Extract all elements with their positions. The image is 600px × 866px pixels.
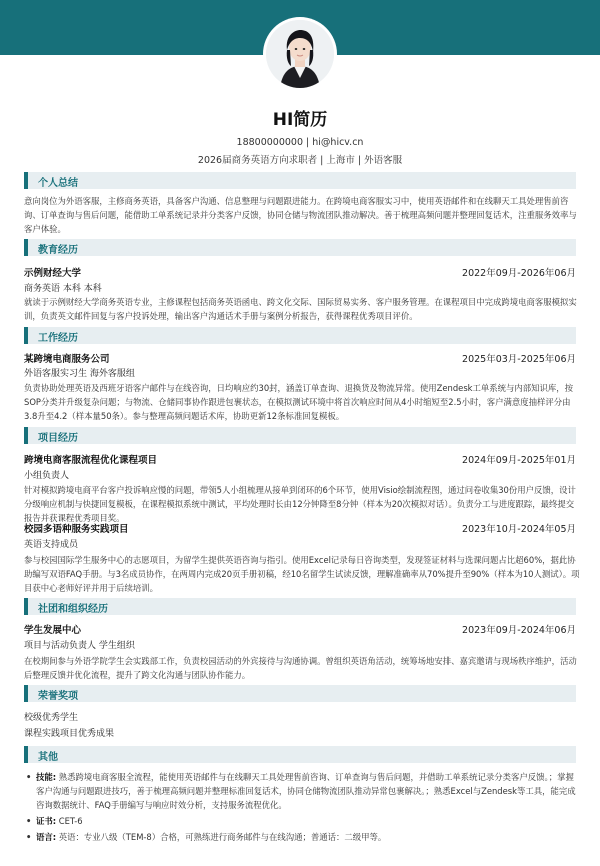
avatar-frame	[263, 17, 337, 91]
section-title: 教育经历	[38, 245, 78, 256]
bullet-icon: •	[26, 772, 32, 782]
campus-role: 项目与活动负责人 学生组织	[24, 641, 135, 651]
bullet-icon: •	[26, 832, 32, 842]
summary-text: 意向岗位为外语客服，主修商务英语，具备客户沟通、信息整理与问题跟进能力。在跨境电商客服实习中，使用英语邮件和在线聊天工具处理售前咨询、订单查询与售后问题，能借助工单系统记录并分类客户反馈，协同仓储与物流团队推动解决。善于梳理高频问题并整理回复话术，注重服务效率与客户体验。	[24, 196, 577, 234]
project-role: 小组负责人	[24, 471, 70, 481]
section-header-other	[24, 746, 576, 763]
section-header-work	[24, 327, 576, 344]
education-school: 示例财经大学	[24, 268, 82, 279]
work-company: 某跨境电商服务公司	[24, 354, 110, 365]
education-major: 商务英语 本科 本科	[24, 284, 102, 294]
avatar-portrait-icon	[266, 20, 334, 88]
job-target: 2026届商务英语方向求职者 | 上海市 | 外语客服	[197, 155, 403, 166]
section-title: 工作经历	[38, 333, 78, 344]
project-text: 针对模拟跨境电商平台客户投诉响应慢的问题，带领5人小组梳理从接单到闭环的6个环节，使用Visio绘制流程图，通过问卷收集30份用户反馈，设计分级响应机制与快捷回复模板，在课程模拟系统中测试，平均处理时长由12分钟降至8分钟（样本为20次模拟对话）。负责分工与进度跟踪，最终提交报告并获课程优秀项目奖。	[24, 485, 576, 523]
section-title: 社团和组织经历	[38, 604, 108, 615]
award-item: 课程实践项目优秀成果	[24, 729, 115, 739]
campus-text: 在校期间参与外语学院学生会实践部工作，负责校园活动的外宾接待与沟通协调。曾组织英语角活动，统筹场地安排、嘉宾邀请与现场秩序维护，活动后整理反馈并优化流程，提升了跨文化沟通与团队协作能力。	[24, 656, 577, 680]
project-name: 跨境电商客服流程优化课程项目	[24, 455, 158, 466]
skills-item	[24, 770, 580, 812]
section-title: 个人总结	[38, 178, 78, 189]
campus-org: 学生发展中心	[24, 625, 82, 636]
project-role: 英语支持成员	[24, 540, 79, 550]
section-header-campus	[24, 598, 576, 615]
education-date: 2022年09月-2026年06月	[462, 268, 576, 279]
cert-label: 证书:	[36, 816, 57, 826]
language-text: 英语：专业八级（TEM-8）合格，可熟练进行商务邮件与在线沟通；普通话：二级甲等。	[58, 832, 387, 842]
project-date: 2024年09月-2025年01月	[462, 455, 576, 466]
skills-label: 技能:	[36, 772, 57, 782]
work-date: 2025年03月-2025年06月	[462, 354, 576, 365]
cert-text: CET-6	[58, 816, 83, 826]
contact-info: 18800000000 | hi@hicv.cn	[236, 137, 364, 148]
section-title: 其他	[38, 752, 58, 763]
award-item: 校级优秀学生	[24, 713, 79, 723]
candidate-name: HI简历	[272, 110, 328, 130]
project-name: 校园多语种服务实践项目	[24, 524, 129, 535]
education-text: 就读于示例财经大学商务英语专业，主修课程包括商务英语函电、跨文化交际、国际贸易实务、客户服务管理。在课程项目中完成跨境电商客服模拟实训，负责英文邮件回复与客户投诉处理，输出客户沟通话术手册与案例分析报告，获得课程优秀项目评价。	[24, 297, 577, 321]
work-text: 负责协助处理英语及西班牙语客户邮件与在线咨询，日均响应约30封，涵盖订单查询、退换货及物流异常。使用Zendesk工单系统与内部知识库，按SOP分类并升级复杂问题；与物流、仓储同事协作跟进包裹状态，在模拟测试环境中将首次响应时间从4小时缩短至2.5小时，客户满意度抽样评分由3.8升至4.2（样本量50条）。参与整理高频问题话术库，协助更新12条标准回复模板。	[24, 383, 574, 421]
cert-item	[24, 814, 580, 828]
language-item	[24, 830, 580, 844]
section-title: 项目经历	[38, 433, 78, 444]
language-label: 语言:	[36, 832, 57, 842]
bullet-icon: •	[26, 816, 32, 826]
work-role: 外语客服实习生 海外客服组	[24, 369, 135, 379]
section-header-education	[24, 239, 576, 256]
section-header-projects	[24, 427, 576, 444]
section-header-summary	[24, 172, 576, 189]
project-date: 2023年10月-2024年05月	[462, 524, 576, 535]
campus-date: 2023年09月-2024年06月	[462, 625, 576, 636]
section-title: 荣誉奖项	[38, 691, 78, 702]
skills-text: 熟悉跨境电商客服全流程，能使用英语邮件与在线聊天工具处理售前咨询、订单查询与售后问题，并借助工单系统记录分类客户反馈。；掌握客户沟通与问题跟进技巧，善于梳理高频问题并整理标准回复话术，协同仓储物流团队推动异常包裹解决。；熟悉Excel与Zendesk等工具，能完成咨询数据统计、FAQ手册编写与响应时效分析，支持服务流程优化。	[36, 772, 576, 810]
section-header-awards	[24, 685, 576, 702]
avatar	[266, 20, 334, 88]
project-text: 参与校园国际学生服务中心的志愿项目，为留学生提供英语咨询与指引。使用Excel记录每日咨询类型，发现签证材料与选课问题占比超60%，据此协助编写双语FAQ手册。与3名成员协作，在两周内完成20页手册初稿，经10名留学生试读反馈，理解准确率从70%提升至90%（样本为10人测试）。项目获中心老师好评并用于后续培训。	[24, 555, 580, 593]
